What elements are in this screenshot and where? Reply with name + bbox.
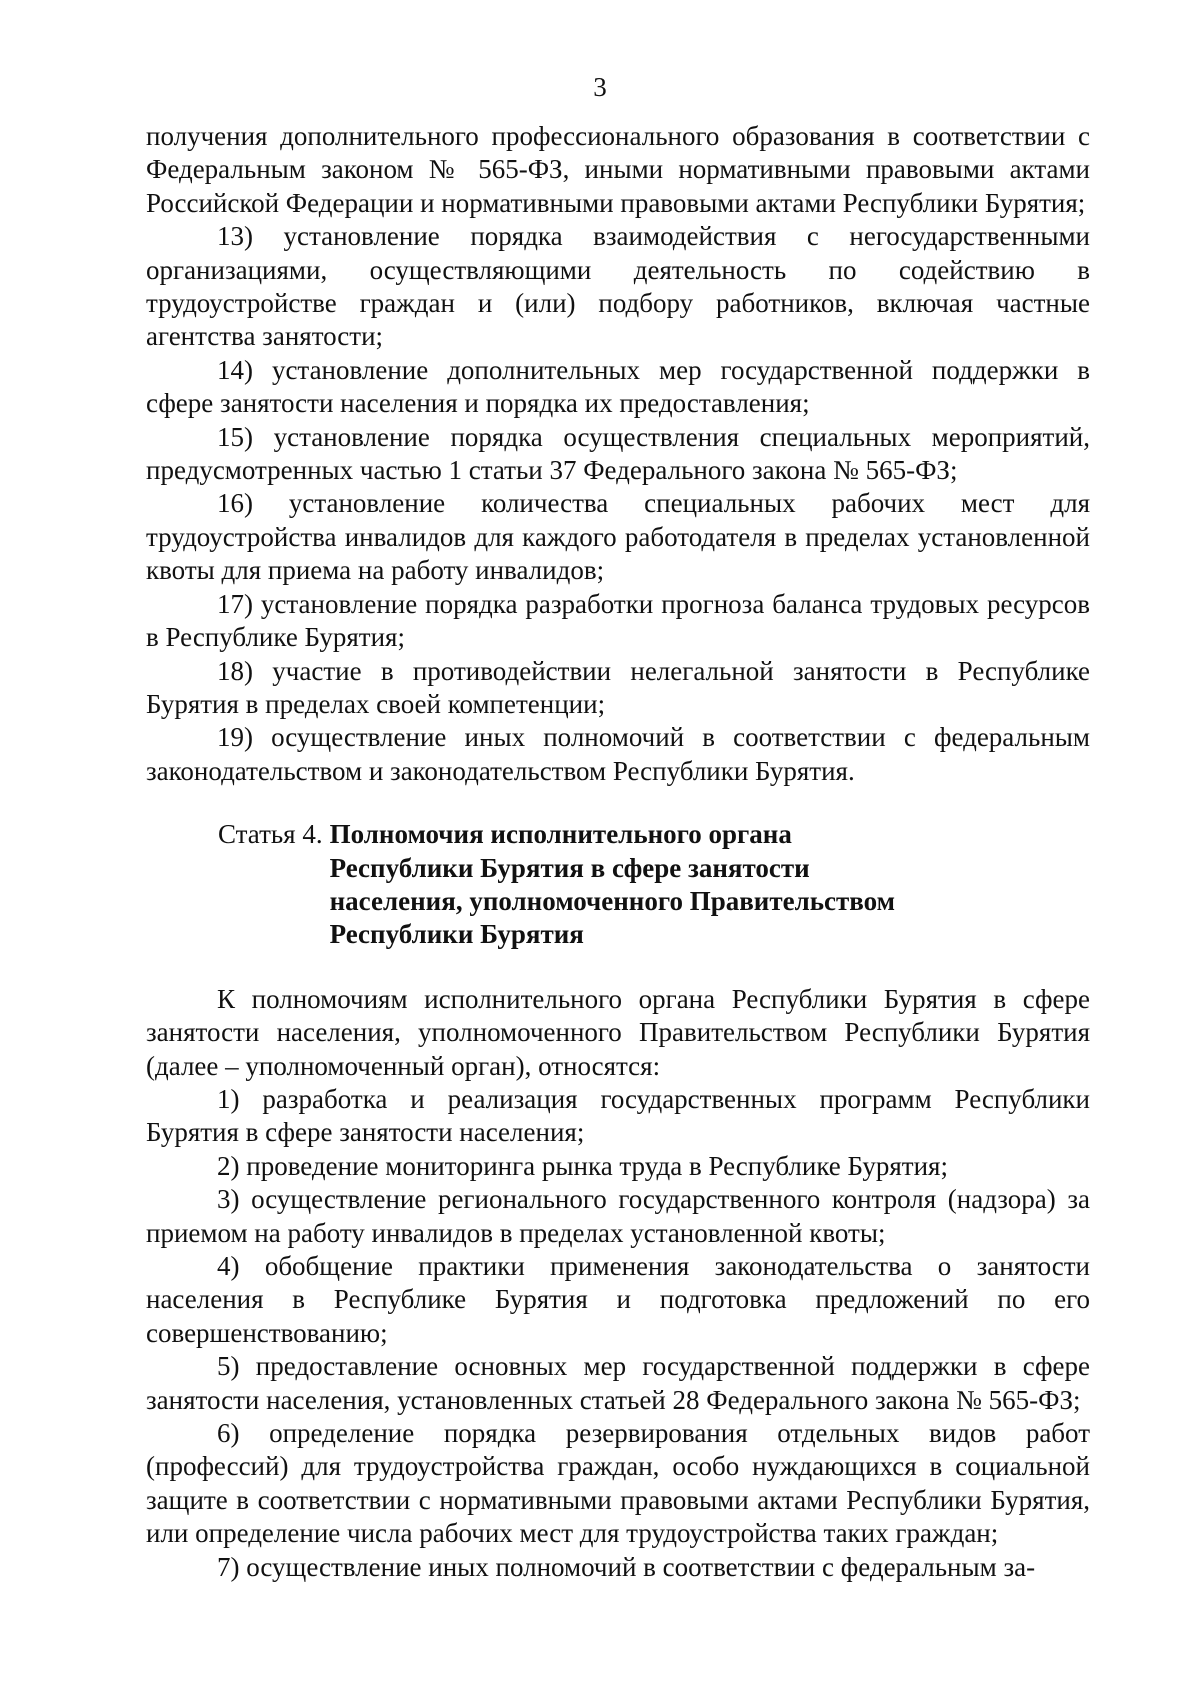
list-item-3: 3) осуществление регионального государственного контроля (надзора) за приемом на работу инвалидов в пределах установленной квоты; xyxy=(146,1184,1090,1248)
list-item-15: 15) установление порядка осуществления специальных мероприятий, предусмотренных частью 1 статьи 37 Федерального закона № 565-ФЗ; xyxy=(146,421,1090,486)
list-item-16: 16) установление количества специальных рабочих мест для трудоустройства инвалидов для каждого работодателя в пределах установленной квоты для приема на работу инвалидов; xyxy=(146,488,1090,586)
article-title: Полномочия исполнительного органа Республики Бурятия в сфере занятости населения, уполномоченного Правительством Республики Бурятия xyxy=(329,819,896,950)
article-label: Статья 4. xyxy=(218,819,323,850)
list-item-18: 18) участие в противодействии нелегальной занятости в Республике Бурятия в пределах своей компетенции; xyxy=(146,655,1090,719)
list-item-19: 19) осуществление иных полномочий в соответствии с федеральным законодательством и законодательством Республики Бурятия. xyxy=(146,722,1090,786)
list-item-6: 6) определение порядка резервирования отдельных видов работ (профессий) для трудоустройства граждан, особо нуждающихся в социальной защите в соответствии с нормативными правовыми актами Республики Бурятия, или определение числа рабочих мест для трудоустройства таких граждан; xyxy=(146,1418,1090,1549)
list-item-4: 4) обобщение практики применения законодательства о занятости населения в Республике Бурятия и подготовка предложений по его совершенствованию; xyxy=(146,1251,1090,1348)
article-heading xyxy=(146,818,1090,952)
list-item-14: 14) установление дополнительных мер государственной поддержки в сфере занятости населения и порядка их предоставления; xyxy=(146,354,1090,419)
list-item-2: 2) проведение мониторинга рынка труда в Республике Бурятия; xyxy=(217,1150,948,1181)
continuation-paragraph: получения дополнительного профессионального образования в соответствии с Федеральным законом № 565-ФЗ, иными нормативными правовыми актами Российской Федерации и нормативными правовыми актами Республики Бурятия; xyxy=(146,121,1090,218)
page-number: 3 xyxy=(593,72,607,102)
article-intro: К полномочиям исполнительного органа Республики Бурятия в сфере занятости населения, уполномоченного Правительством Республики Бурятия (далее – уполномоченный орган), относятся: xyxy=(146,983,1090,1081)
list-item-5: 5) предоставление основных мер государственной поддержки в сфере занятости населения, установленных статьей 28 Федерального закона № 565-ФЗ; xyxy=(146,1351,1090,1415)
list-item-1: 1) разработка и реализация государственных программ Республики Бурятия в сфере занятости населения; xyxy=(146,1083,1090,1148)
list-item-13: 13) установление порядка взаимодействия с негосударственными организациями, осуществляющими деятельность по содействию в трудоустройстве граждан и (или) подбору работников, включая частные агентства занятости; xyxy=(146,221,1090,352)
list-item-7: 7) осуществление иных полномочий в соответствии с федеральным за- xyxy=(217,1551,1036,1582)
list-item-17: 17) установление порядка разработки прогноза баланса трудовых ресурсов в Республике Бурятия; xyxy=(146,588,1090,653)
document-body xyxy=(146,120,1090,1584)
